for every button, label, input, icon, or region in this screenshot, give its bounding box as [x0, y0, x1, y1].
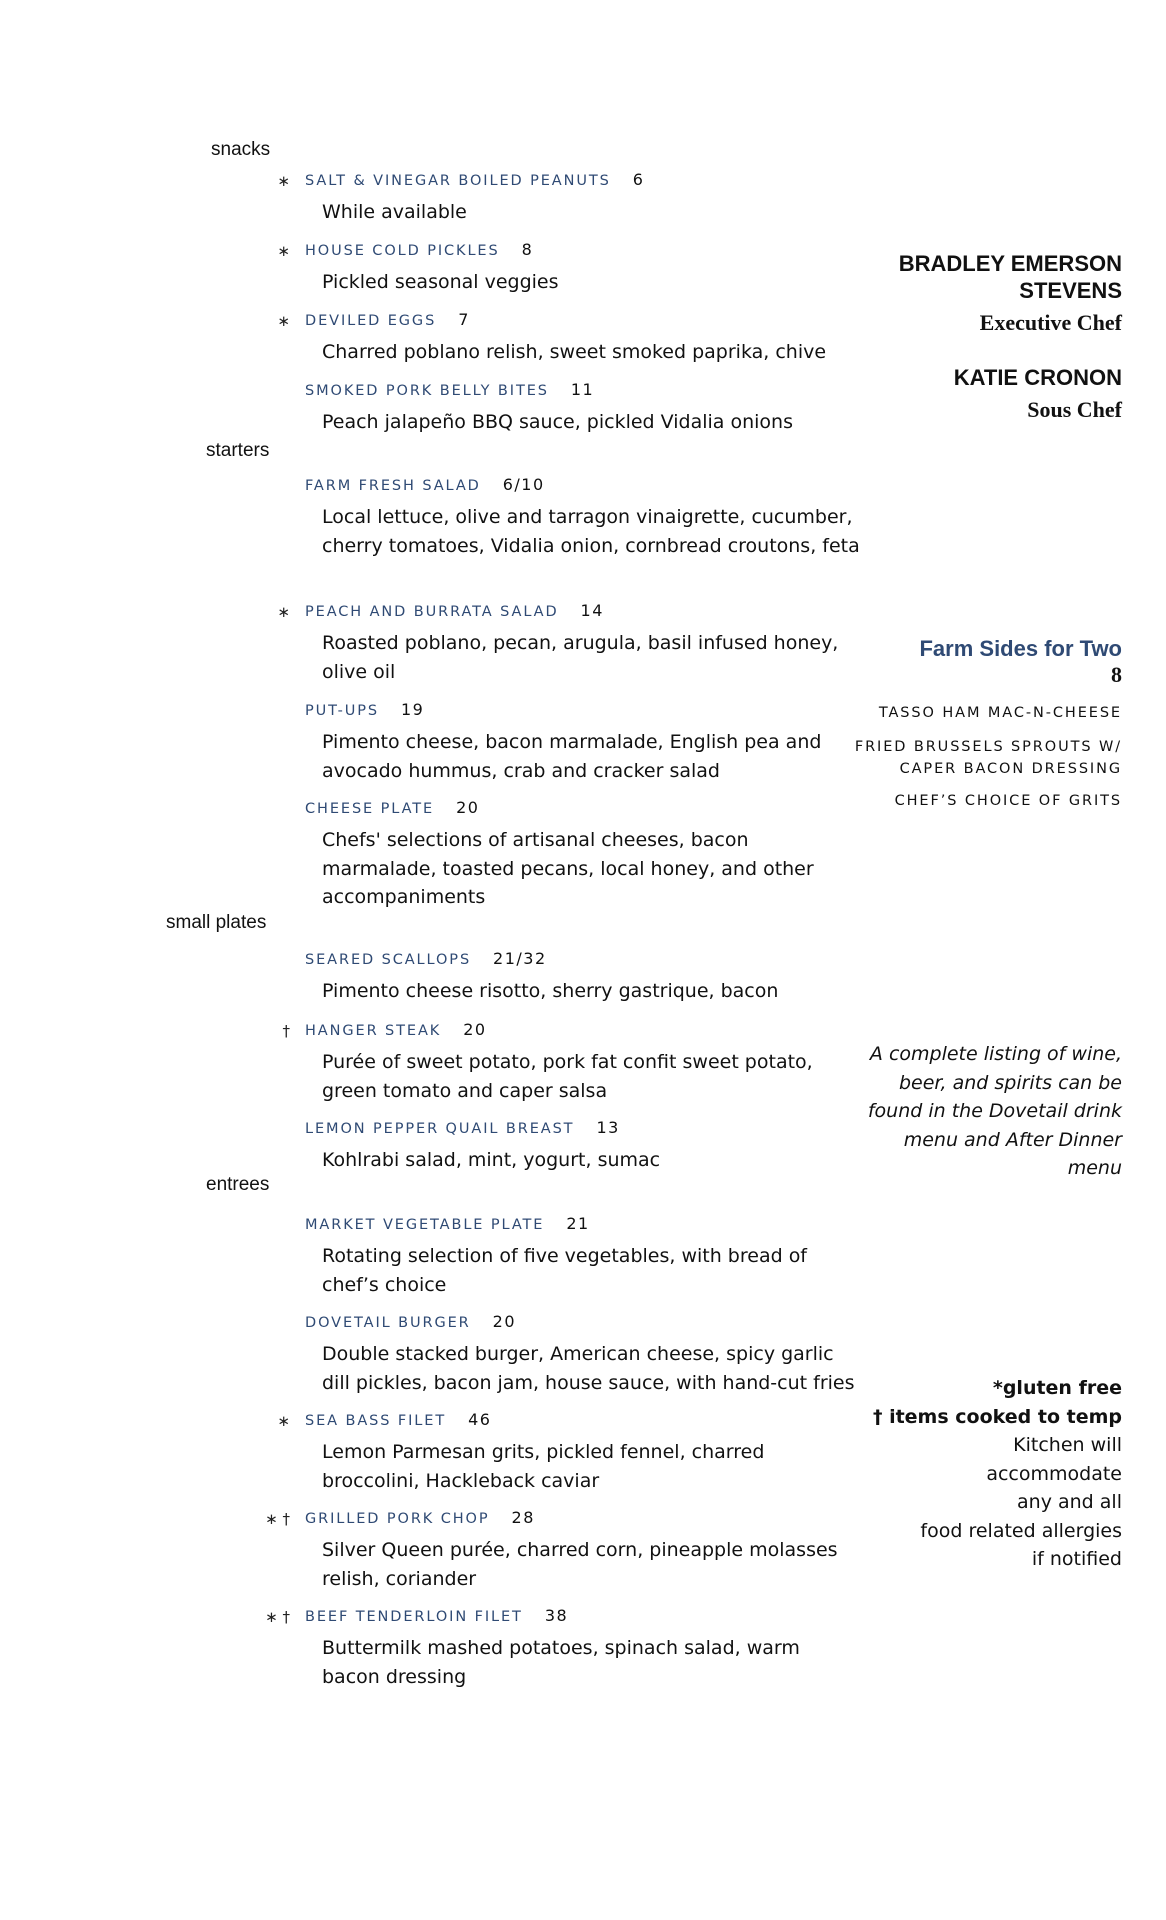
item-name: MARKET VEGETABLE PLATE: [305, 1217, 545, 1233]
menu-item: [265, 1507, 865, 1593]
item-price: 19: [400, 700, 425, 719]
item-price: 28: [511, 1508, 535, 1527]
menu-item: [305, 1117, 865, 1175]
chef-block: [862, 250, 1122, 423]
item-description: Kohlrabi salad, mint, yogurt, sumac: [322, 1149, 661, 1171]
item-marker: ∗: [277, 172, 290, 190]
allergy-line: any and all: [1017, 1491, 1122, 1513]
item-price: 6/10: [502, 475, 545, 494]
menu-item: [277, 600, 865, 686]
sous-chef-name: KATIE CRONON: [953, 365, 1122, 390]
item-description: Buttermilk mashed potatoes, spinach salad, warm bacon dressing: [322, 1637, 800, 1688]
executive-chef-name: BRADLEY EMERSON STEVENS: [898, 251, 1122, 303]
allergy-line: Kitchen will: [1013, 1434, 1122, 1456]
item-name: LEMON PEPPER QUAIL BREAST: [305, 1121, 575, 1137]
drinks-note: [852, 1040, 1122, 1183]
section-label-snacks: snacks: [211, 139, 271, 160]
item-marker: ∗: [277, 603, 290, 621]
item-price: 46: [468, 1410, 492, 1429]
item-name: SEARED SCALLOPS: [305, 952, 472, 968]
item-price: 13: [596, 1118, 620, 1137]
menu-item: [277, 1409, 865, 1495]
side-item: CHEF’S CHOICE OF GRITS: [894, 793, 1122, 809]
item-marker: ∗: [277, 312, 290, 330]
section-label-entrees: entrees: [206, 1174, 270, 1195]
item-name: HANGER STEAK: [305, 1023, 442, 1039]
item-name: HOUSE COLD PICKLES: [305, 243, 500, 259]
menu-item: [277, 169, 865, 227]
item-price: 7: [458, 310, 470, 329]
section-label-small-plates: small plates: [166, 912, 267, 933]
menu-item: [305, 1213, 865, 1299]
item-description: Local lettuce, olive and tarragon vinaigrette, cucumber, cherry tomatoes, Vidalia onion, cornbread croutons, feta: [322, 506, 860, 557]
item-description: Pimento cheese risotto, sherry gastrique, bacon: [322, 980, 779, 1002]
side-item: TASSO HAM MAC-N-CHEESE: [878, 705, 1122, 721]
item-description: Pickled seasonal veggies: [322, 271, 559, 293]
item-name: SALT & VINEGAR BOILED PEANUTS: [305, 173, 611, 189]
menu-item: [305, 797, 865, 912]
item-description: Pimento cheese, bacon marmalade, English pea and avocado hummus, crab and cracker salad: [322, 731, 822, 782]
item-description: Purée of sweet potato, pork fat confit sweet potato, green tomato and caper salsa: [322, 1051, 813, 1102]
item-name: CHEESE PLATE: [305, 801, 435, 817]
farm-sides-block: [852, 636, 1122, 812]
section-label-starters: starters: [206, 440, 270, 461]
item-marker: †: [282, 1022, 290, 1040]
item-description: Charred poblano relish, sweet smoked paprika, chive: [322, 341, 827, 363]
item-description: Double stacked burger, American cheese, spicy garlic dill pickles, bacon jam, house sauce, with hand-cut fries: [322, 1343, 855, 1394]
farm-sides-price: 8: [1111, 662, 1122, 687]
menu-item: [265, 1605, 865, 1691]
farm-sides-title: Farm Sides for Two: [919, 636, 1122, 661]
item-price: 6: [632, 170, 645, 189]
item-description: Chefs' selections of artisanal cheeses, bacon marmalade, toasted pecans, local honey, and other accompaniments: [322, 829, 814, 908]
drinks-note-text: A complete listing of wine, beer, and spirits can be found in the Dovetail drink menu and After Dinner menu: [867, 1043, 1122, 1179]
item-name: FARM FRESH SALAD: [305, 478, 481, 494]
item-description: Lemon Parmesan grits, pickled fennel, charred broccolini, Hackleback caviar: [322, 1441, 765, 1492]
item-marker: ∗: [277, 1412, 290, 1430]
side-item: FRIED BRUSSELS SPROUTS W/ CAPER BACON DRESSING: [854, 739, 1122, 777]
executive-chef-title: Executive Chef: [979, 310, 1122, 335]
menu-item: [305, 1311, 865, 1397]
menu-item: [305, 379, 865, 437]
sous-chef-title: Sous Chef: [1027, 397, 1122, 422]
menu-item: [305, 699, 865, 785]
item-description: Peach jalapeño BBQ sauce, pickled Vidalia onions: [322, 411, 793, 433]
item-price: 20: [463, 1020, 487, 1039]
item-name: GRILLED PORK CHOP: [305, 1511, 490, 1527]
menu-item: [282, 1019, 865, 1105]
item-price: 21/32: [493, 949, 547, 968]
allergy-line: food related allergies: [920, 1519, 1122, 1542]
menu-item: [277, 309, 865, 367]
item-marker: ∗ †: [265, 1608, 290, 1626]
allergy-line: accommodate: [986, 1462, 1122, 1485]
allergy-note: [822, 1374, 1122, 1574]
cooked-to-temp-legend: † items cooked to temp: [872, 1405, 1122, 1428]
item-description: While available: [322, 201, 467, 223]
item-name: DOVETAIL BURGER: [305, 1315, 471, 1331]
item-price: 38: [544, 1606, 569, 1625]
menu-item: [305, 474, 865, 560]
item-name: SEA BASS FILET: [305, 1413, 447, 1429]
item-description: Rotating selection of five vegetables, with bread of chef’s choice: [322, 1245, 808, 1296]
item-description: Silver Queen purée, charred corn, pineapple molasses relish, coriander: [322, 1539, 838, 1590]
item-price: 11: [570, 380, 595, 399]
menu-item: [305, 948, 865, 1006]
item-name: SMOKED PORK BELLY BITES: [305, 383, 549, 399]
item-marker: ∗ †: [265, 1510, 290, 1528]
item-name: DEVILED EGGS: [305, 313, 437, 329]
item-price: 8: [521, 240, 534, 259]
item-name: BEEF TENDERLOIN FILET: [305, 1609, 523, 1625]
item-price: 20: [456, 798, 480, 817]
item-name: PEACH AND BURRATA SALAD: [305, 604, 559, 620]
menu-item: [277, 239, 865, 297]
gluten-free-legend: *gluten free: [992, 1377, 1122, 1399]
item-price: 14: [580, 601, 604, 620]
allergy-line: if notified: [1031, 1548, 1122, 1570]
item-price: 21: [566, 1214, 590, 1233]
item-name: PUT-UPS: [305, 703, 379, 719]
item-marker: ∗: [277, 242, 290, 260]
item-description: Roasted poblano, pecan, arugula, basil infused honey, olive oil: [322, 632, 839, 683]
item-price: 20: [492, 1312, 516, 1331]
